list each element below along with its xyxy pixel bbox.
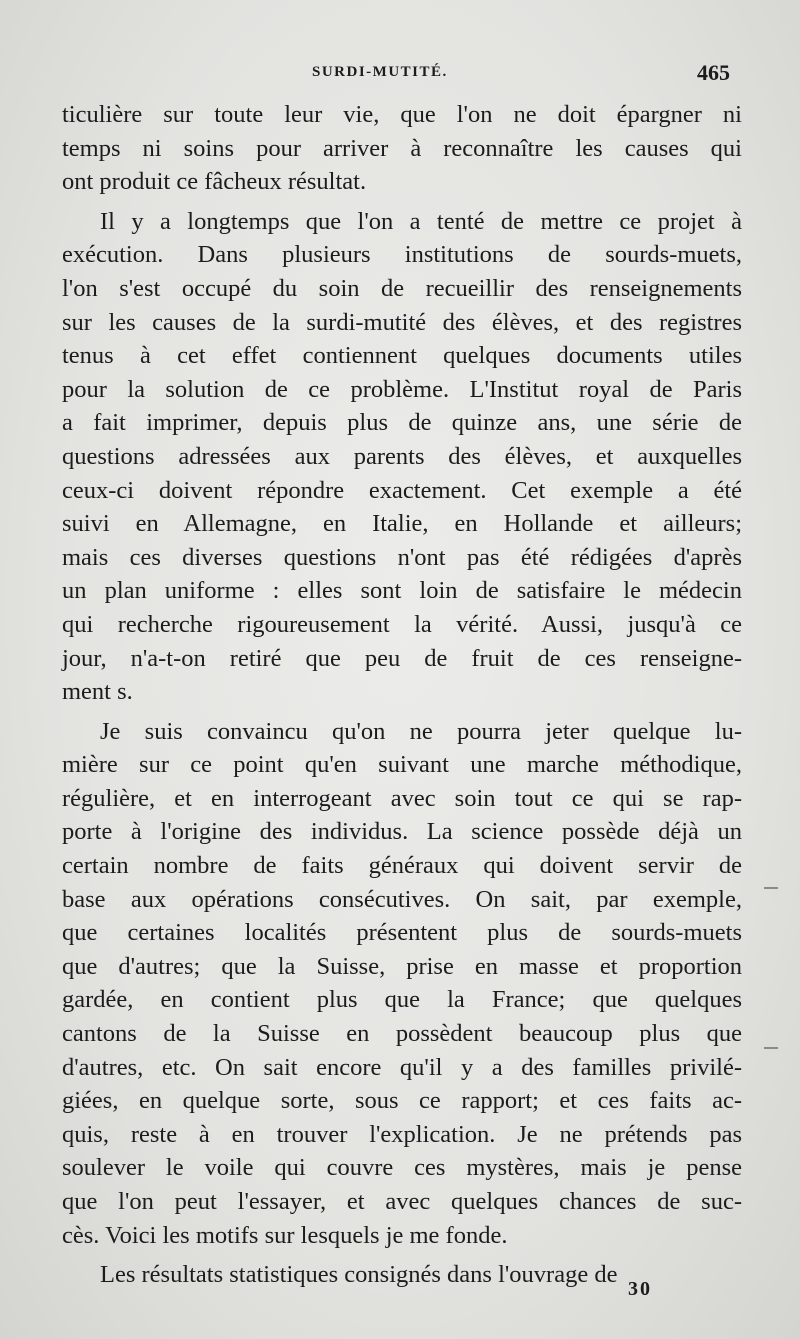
text-line: mière sur ce point qu'en suivant une marche méthodique,: [62, 751, 742, 779]
text-line: a fait imprimer, depuis plus de quinze ans, une série de: [62, 409, 742, 437]
text-line: quis, reste à en trouver l'explication. Je ne prétends pas: [62, 1120, 742, 1148]
text-line: temps ni soins pour arriver à reconnaître les causes qui: [62, 134, 742, 162]
text-line: régulière, et en interrogeant avec soin tout ce qui se rap-: [62, 784, 742, 812]
text-line: Je suis convaincu qu'on ne pourra jeter quelque lu-: [100, 717, 742, 745]
paragraph: [62, 715, 742, 1253]
text-line: que l'on peut l'essayer, et avec quelques chances de suc-: [62, 1188, 742, 1215]
text-line: pour la solution de ce problème. L'Institut royal de Paris: [62, 375, 742, 403]
text-line: Les résultats statistiques consignés dans l'ouvrage de: [100, 1261, 618, 1289]
margin-mark: [764, 1047, 778, 1049]
text-line: l'on s'est occupé du soin de recueillir des renseignements: [62, 274, 742, 302]
text-line: ceux-ci doivent répondre exactement. Cet exemple a été: [62, 476, 742, 504]
text-line: jour, n'a-t-on retiré que peu de fruit de ces renseigne-: [62, 644, 742, 672]
signature-mark: 30: [628, 1278, 652, 1300]
margin-mark: [764, 887, 778, 889]
text-line: certain nombre de faits généraux qui doivent servir de: [62, 852, 742, 880]
running-title: SURDI-MUTITÉ.: [312, 64, 448, 80]
text-line: gardée, en contient plus que la France; que quelques: [62, 986, 742, 1014]
text-line: questions adressées aux parents des élèves, et auxquelles: [62, 442, 742, 470]
body-text: [62, 98, 742, 1292]
text-line: tenus à cet effet contiennent quelques documents utiles: [62, 342, 742, 370]
text-line: cès. Voici les motifs sur lesquels je me fonde.: [62, 1221, 508, 1249]
paragraph: [62, 205, 742, 709]
text-line: que certaines localités présentent plus de sourds-muets: [62, 919, 742, 947]
text-line: sur les causes de la surdi-mutité des élèves, et des registres: [62, 308, 742, 336]
text-line: d'autres, etc. On sait encore qu'il y a des familles privilé-: [62, 1053, 742, 1081]
text-line: giées, en quelque sorte, sous ce rapport; et ces faits ac-: [62, 1087, 742, 1115]
text-line: ont produit ce fâcheux résultat.: [62, 168, 367, 196]
page-number: 465: [697, 60, 730, 85]
text-line: soulever le voile qui couvre ces mystères, mais je pense: [62, 1154, 742, 1182]
text-line: base aux opérations consécutives. On sait, par exemple,: [62, 885, 742, 913]
text-line: cantons de la Suisse en possèdent beaucoup plus que: [62, 1020, 742, 1048]
text-line: que d'autres; que la Suisse, prise en masse et proportion: [62, 952, 742, 980]
text-line: mais ces diverses questions n'ont pas été rédigées d'après: [62, 543, 742, 571]
text-line: porte à l'origine des individus. La science possède déjà un: [62, 818, 742, 846]
page-header: [62, 60, 730, 90]
text-line: qui recherche rigoureusement la vérité. Aussi, jusqu'à ce: [62, 610, 742, 638]
text-line: un plan uniforme : elles sont loin de satisfaire le médecin: [62, 577, 742, 605]
text-line: exécution. Dans plusieurs institutions de sourds-muets,: [62, 241, 742, 269]
text-line: ment s.: [62, 678, 133, 706]
paragraph: [62, 98, 742, 199]
text-line: suivi en Allemagne, en Italie, en Hollande et ailleurs;: [62, 510, 742, 538]
text-line: Il y a longtemps que l'on a tenté de mettre ce projet à: [100, 207, 742, 235]
text-line: ticulière sur toute leur vie, que l'on ne doit épargner ni: [62, 101, 742, 128]
